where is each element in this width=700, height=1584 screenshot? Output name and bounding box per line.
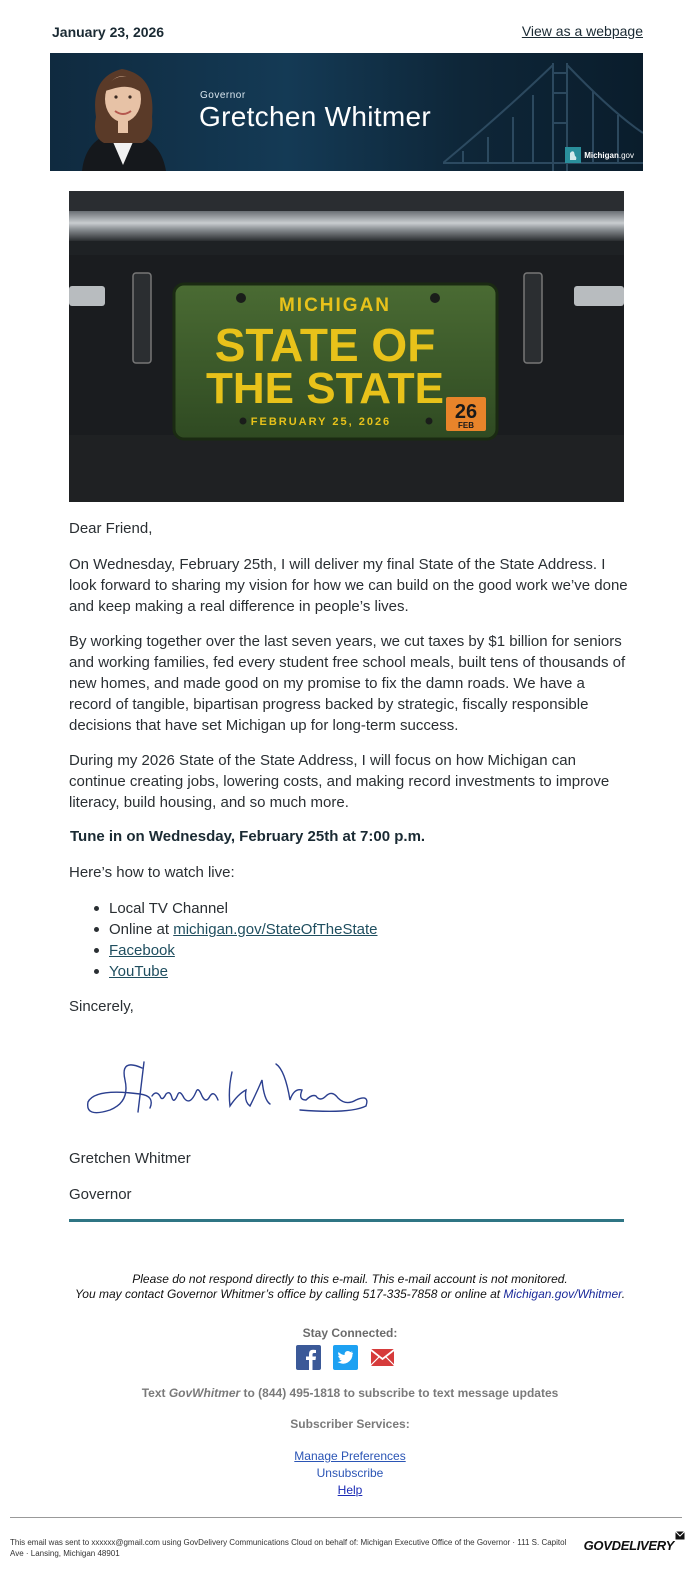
sms-subscribe-text: [0, 1386, 700, 1400]
legal-footer-text: This email was sent to xxxxxx@gmail.com using GovDelivery Communications Cloud on behalf of: Michigan Executive Office of the Governor · 111 S. Capitol Ave · Lansing, Michigan 48901: [10, 1538, 567, 1558]
contact-note-text: You may contact Governor Whitmer’s office by calling 517-335-7858 or online at: [74, 1287, 504, 1301]
paragraph-1: On Wednesday, February 25th, I will deliver my final State of the State Address. I look forward to sharing my vision for how we can build on the good work we’ve done and keep making a real difference in people’s lives.: [69, 556, 628, 615]
facebook-link[interactable]: Facebook: [109, 942, 175, 959]
governor-signature: [80, 1050, 380, 1130]
do-not-reply-note: Please do not respond directly to this e-mail. This e-mail account is not monitored.: [132, 1272, 568, 1286]
governor-banner: [50, 53, 643, 171]
michigan-gov-logo: [565, 147, 634, 163]
state-of-the-state-link[interactable]: michigan.gov/StateOfTheState: [173, 921, 378, 938]
list-item-facebook: [109, 940, 378, 961]
plate-date: FEBRUARY 25, 2026: [250, 416, 392, 428]
stay-connected-label: Stay Connected:: [302, 1326, 398, 1340]
governor-portrait: [72, 57, 174, 171]
list-item-online: [109, 919, 378, 940]
sms-mid: to: [240, 1386, 259, 1400]
plate-line-1: STATE OF: [214, 319, 436, 371]
email-date: January 23, 2026: [52, 24, 165, 40]
how-to-watch-label: Here’s how to watch live:: [69, 864, 235, 881]
paragraph-3: During my 2026 State of the State Address, I will focus on how Michigan can continue creating jobs, lowering costs, and making record investments to improve literacy, build housing, and so much more.: [69, 752, 610, 811]
sms-suffix: to subscribe to text message updates: [340, 1386, 559, 1400]
email-icon[interactable]: [370, 1345, 395, 1370]
banner-governor-label: Governor: [200, 90, 246, 101]
plate-line-2: THE STATE: [206, 364, 444, 413]
logo-text-rest: .gov: [618, 150, 634, 160]
logo-text-bold: Michigan: [584, 150, 619, 160]
tune-in-heading: Tune in on Wednesday, February 25th at 7:00 p.m.: [70, 828, 426, 845]
contact-note-period: .: [621, 1287, 626, 1301]
state-of-the-state-hero-image: [69, 191, 624, 502]
michigan-map-icon: [565, 147, 581, 163]
help-link[interactable]: Help: [337, 1483, 363, 1497]
social-icons: [296, 1345, 395, 1370]
govdelivery-logo: [584, 1538, 684, 1553]
youtube-link[interactable]: YouTube: [109, 963, 168, 980]
online-prefix: Online at: [109, 921, 174, 938]
twitter-icon[interactable]: [333, 1345, 358, 1370]
list-item-tv: [109, 898, 378, 919]
subscriber-services-label: Subscriber Services:: [290, 1417, 410, 1431]
section-divider: [69, 1219, 624, 1222]
footer-divider: [10, 1517, 682, 1518]
mail-icon: [675, 1531, 685, 1540]
facebook-icon[interactable]: [296, 1345, 321, 1370]
signer-title: Governor: [69, 1186, 132, 1203]
govdelivery-wordmark: GOVDELIVERY: [583, 1538, 674, 1553]
tv-channel-text: Local TV Channel: [109, 900, 228, 917]
unsubscribe-link[interactable]: Unsubscribe: [316, 1466, 384, 1480]
banner-governor-name: Gretchen Whitmer: [199, 101, 431, 132]
list-item-youtube: [109, 961, 378, 982]
help-row: [0, 1483, 700, 1497]
sms-number-link[interactable]: (844) 495-1818: [258, 1386, 341, 1400]
manage-preferences-row: [0, 1449, 700, 1463]
watch-options-list: [109, 898, 378, 982]
sticker-month: FEB: [458, 421, 474, 430]
greeting: Dear Friend,: [69, 520, 153, 537]
sms-keyword: GovWhitmer: [168, 1386, 241, 1400]
manage-preferences-link[interactable]: Manage Preferences: [294, 1449, 406, 1463]
michigan-gov-whitmer-link[interactable]: Michigan.gov/Whitmer: [503, 1287, 622, 1301]
signer-name: Gretchen Whitmer: [69, 1150, 191, 1167]
sticker-number: 26: [454, 401, 478, 423]
plate-state: MICHIGAN: [278, 295, 392, 316]
sms-prefix: Text: [141, 1386, 169, 1400]
sign-off: Sincerely,: [69, 998, 134, 1015]
view-as-webpage-link[interactable]: View as a webpage: [521, 23, 643, 39]
unsubscribe-row: [0, 1466, 700, 1480]
contact-note: [0, 1287, 700, 1301]
paragraph-2: By working together over the last seven years, we cut taxes by $1 billion for seniors and working families, fed every student free school meals, built tens of thousands of new homes, and made good on my promise to fix the damn roads. We have a record of tangible, bipartisan progress backed by strategic, fiscally responsible decisions that have set Michigan up for long-term success.: [69, 633, 626, 734]
